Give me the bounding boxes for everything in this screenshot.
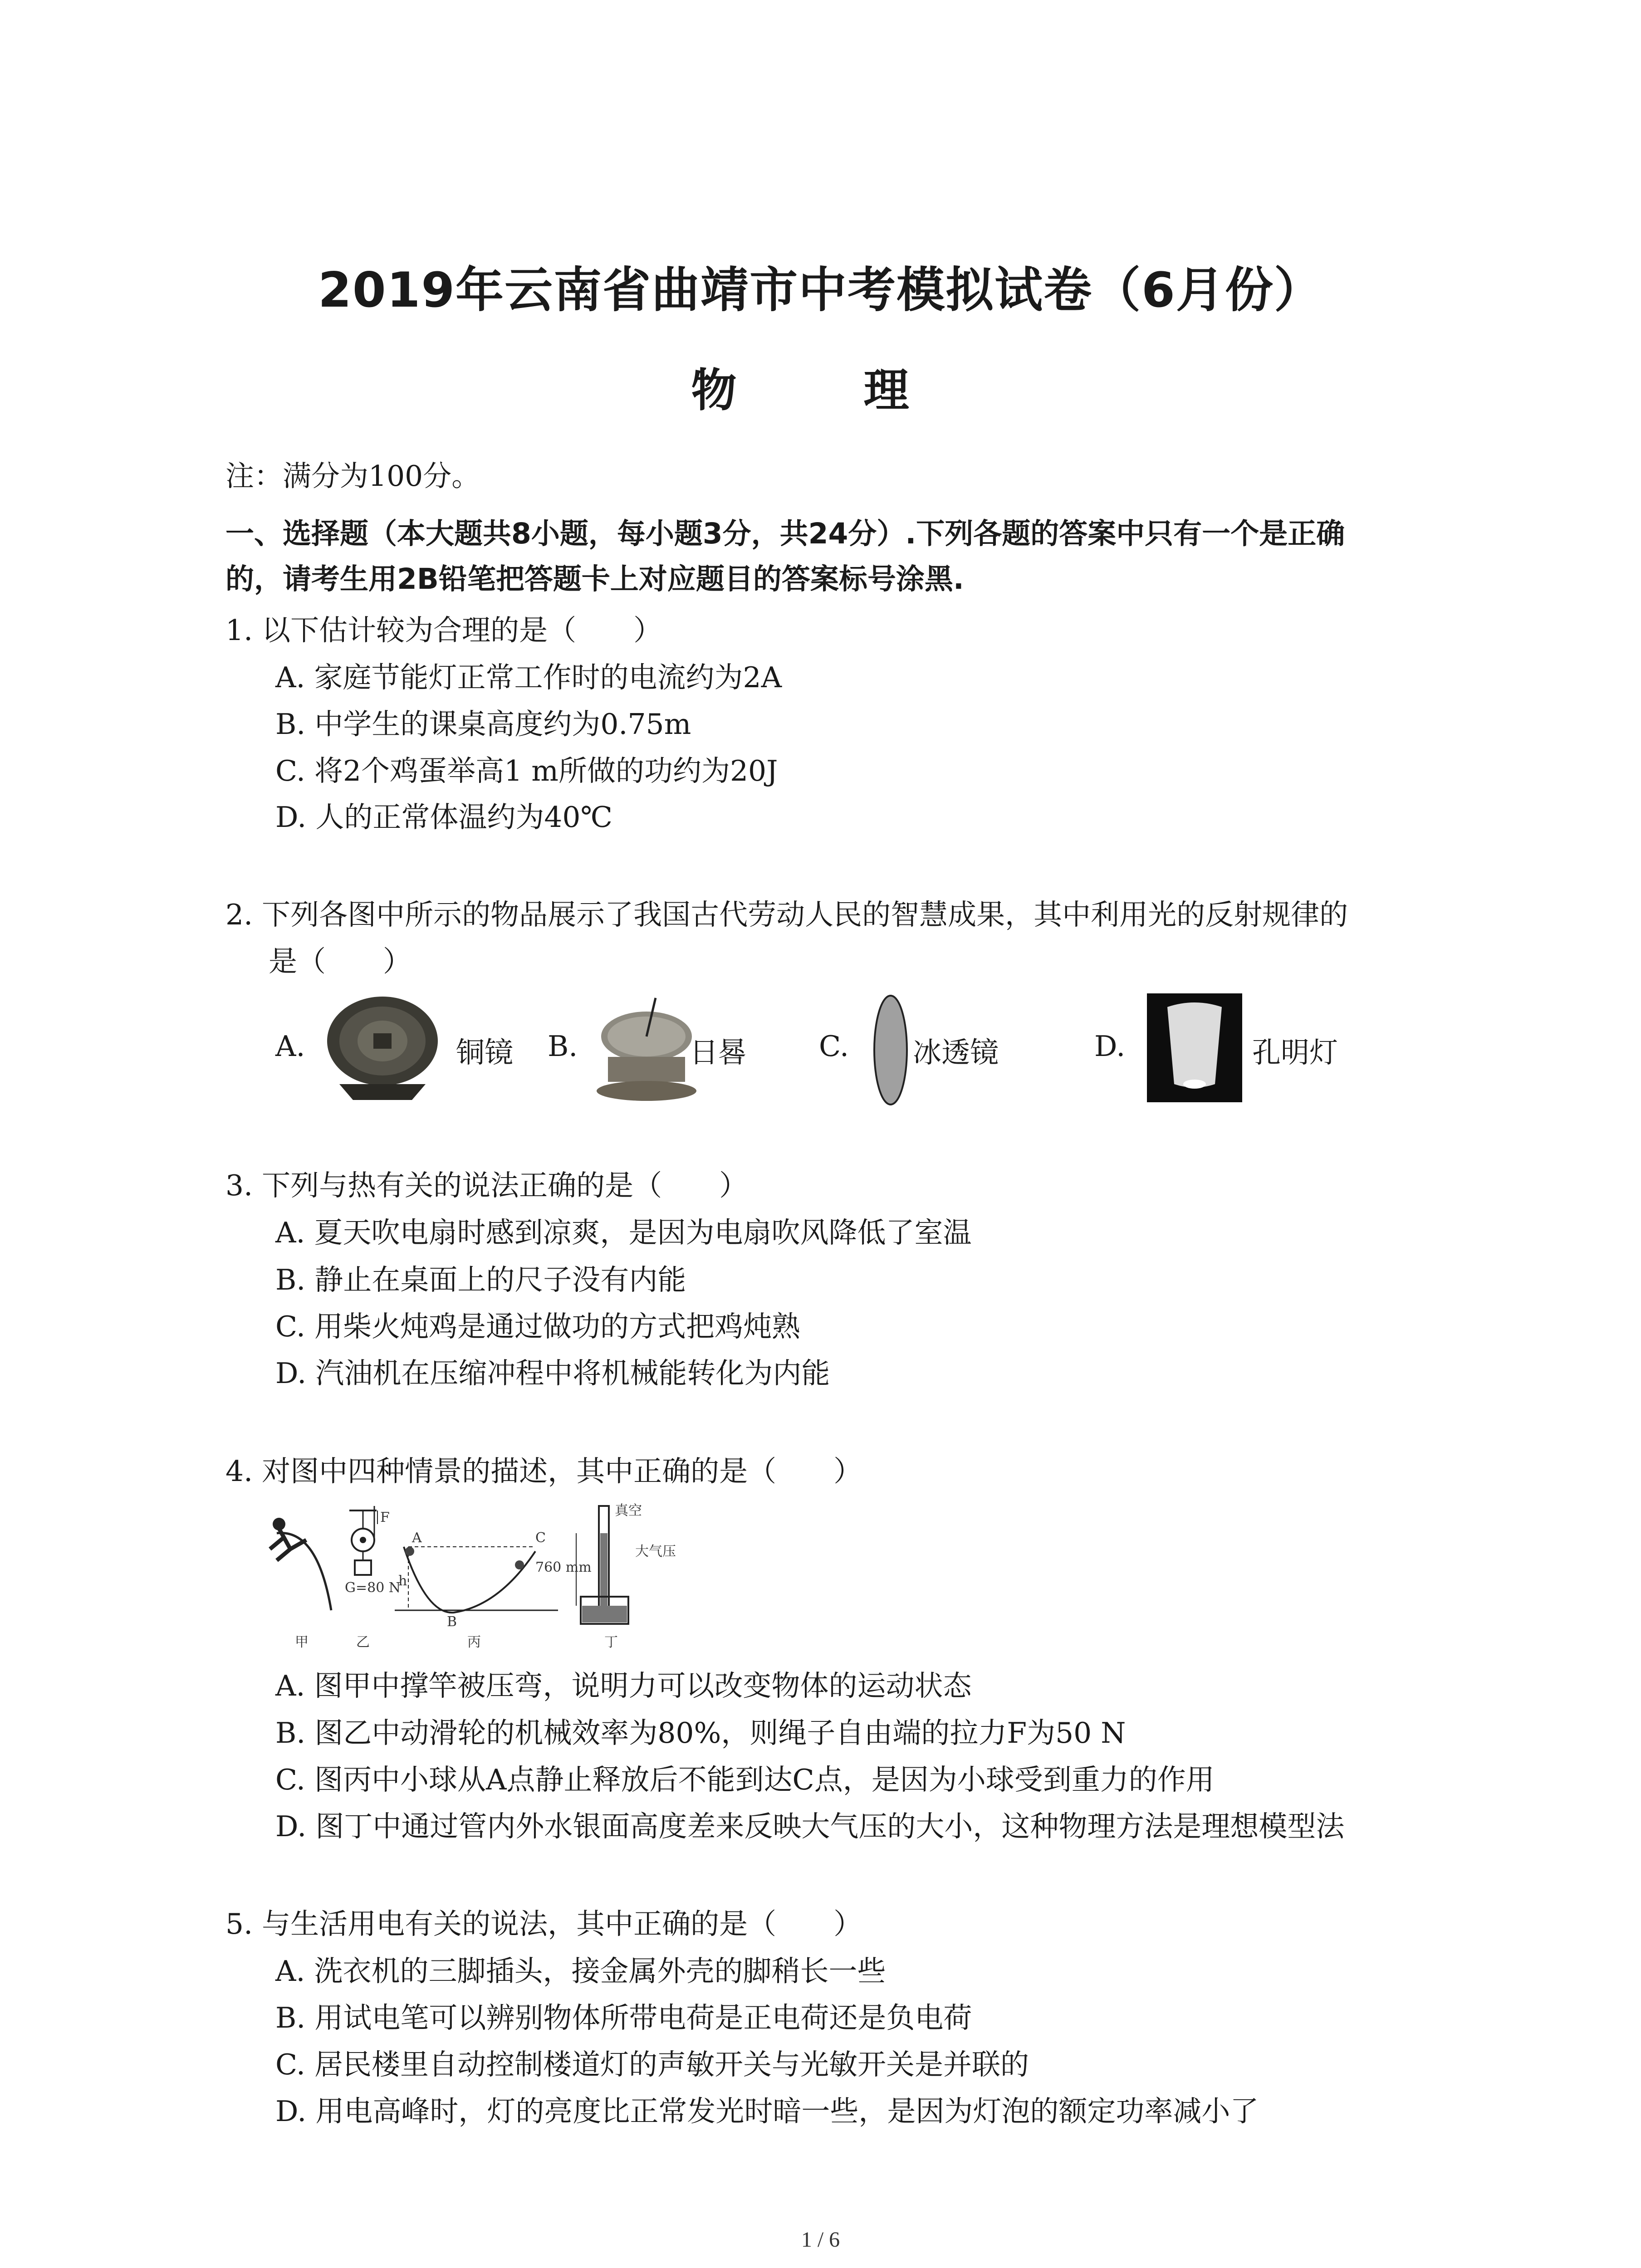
section-heading-line2: 的，请考生用2B铅笔把答题卡上对应题目的答案标号涂黑. xyxy=(225,562,964,596)
pulley-figure xyxy=(345,1506,401,1650)
question-2-label-c: 冰透镜 xyxy=(913,1036,999,1069)
figure-label-ding: 丁 xyxy=(604,1634,618,1650)
exam-title: 2019年云南省曲靖市中考模拟试卷（6月份） xyxy=(318,262,1323,318)
question-2-stem: 2. 下列各图中所示的物品展示了我国古代劳动人民的智慧成果，其中利用光的反射规律的 xyxy=(225,898,1348,931)
section-heading-line1: 一、选择题（本大题共8小题，每小题3分，共24分）.下列各题的答案中只有一个是正确 xyxy=(225,517,1345,550)
question-5-option-c: C. 居民楼里自动控制楼道灯的声敏开关与光敏开关是并联的 xyxy=(275,2048,1029,2081)
figure-label-h: h xyxy=(398,1573,407,1589)
question-5-option-a: A. 洗衣机的三脚插头，接金属外壳的脚稍长一些 xyxy=(275,1955,886,1988)
question-4-option-c: C. 图丙中小球从A点静止释放后不能到达C点，是因为小球受到重力的作用 xyxy=(275,1763,1215,1796)
question-3-option-b: B. 静止在桌面上的尺子没有内能 xyxy=(275,1263,686,1296)
question-5-option-b: B. 用试电笔可以辨别物体所带电荷是正电荷还是负电荷 xyxy=(275,2001,972,2034)
question-2-letter-c: C. xyxy=(819,1030,849,1063)
figure-label-c: C xyxy=(535,1530,546,1546)
figure-label-f: F xyxy=(380,1510,390,1525)
question-2-letter-b: B. xyxy=(548,1030,578,1063)
figure-label-vacuum: 真空 xyxy=(615,1503,642,1519)
question-3-stem: 3. 下列与热有关的说法正确的是（ ） xyxy=(225,1169,748,1202)
figure-label-bing: 丙 xyxy=(467,1634,481,1650)
question-1-option-d: D. 人的正常体温约为40℃ xyxy=(275,801,612,834)
figure-label-mm: 760 mm xyxy=(535,1559,592,1575)
question-3-option-a: A. 夏天吹电扇时感到凉爽，是因为电扇吹风降低了室温 xyxy=(275,1216,972,1249)
figure-label-a: A xyxy=(412,1530,422,1546)
figure-label-yi: 乙 xyxy=(356,1634,370,1650)
figure-label-jia: 甲 xyxy=(295,1634,309,1650)
figure-label-g: G=80 N xyxy=(345,1580,401,1596)
question-5-option-d: D. 用电高峰时，灯的亮度比正常发光时暗一些，是因为灯泡的额定功率减小了 xyxy=(275,2095,1259,2128)
bronze-mirror-icon xyxy=(321,993,444,1102)
question-1-option-b: B. 中学生的课桌高度约为0.75m xyxy=(275,708,691,741)
question-2-image-options xyxy=(0,993,1641,1111)
question-2-label-d: 孔明灯 xyxy=(1252,1036,1338,1069)
pole-vault-figure xyxy=(270,1518,331,1650)
question-2-letter-a: A. xyxy=(275,1030,305,1063)
ice-lens-icon xyxy=(870,993,911,1107)
question-1-option-a: A. 家庭节能灯正常工作时的电流约为2A xyxy=(275,661,782,694)
question-5-stem: 5. 与生活用电有关的说法，其中正确的是（ ） xyxy=(225,1907,862,1941)
sundial-icon xyxy=(594,993,699,1102)
question-2-label-b: 日晷 xyxy=(690,1036,747,1069)
figure-label-b: B xyxy=(447,1614,457,1630)
question-4-option-a: A. 图甲中撑竿被压弯，说明力可以改变物体的运动状态 xyxy=(275,1669,972,1702)
figure-label-atm: 大气压 xyxy=(635,1544,676,1559)
ball-track-figure xyxy=(395,1530,558,1650)
question-2-stem-cont: 是（ ） xyxy=(269,945,411,978)
question-2-letter-d: D. xyxy=(1094,1030,1126,1063)
question-2-label-a: 铜镜 xyxy=(456,1036,513,1069)
page-number: 1 / 6 xyxy=(801,2228,840,2252)
question-3-option-d: D. 汽油机在压缩冲程中将机械能转化为内能 xyxy=(275,1357,830,1390)
question-3-option-c: C. 用柴火炖鸡是通过做功的方式把鸡炖熟 xyxy=(275,1310,801,1343)
question-1-option-c: C. 将2个鸡蛋举高1 m所做的功约为20J xyxy=(275,754,778,787)
score-note: 注：满分为100分。 xyxy=(225,459,480,493)
subject-title: 物 理 xyxy=(691,364,950,417)
question-4-stem: 4. 对图中四种情景的描述，其中正确的是（ ） xyxy=(225,1455,862,1488)
question-4-option-b: B. 图乙中动滑轮的机械效率为80%，则绳子自由端的拉力F为50 N xyxy=(275,1716,1126,1750)
question-4-option-d: D. 图丁中通过管内外水银面高度差来反映大气压的大小，这种物理方法是理想模型法 xyxy=(275,1810,1345,1843)
barometer-figure xyxy=(535,1503,676,1650)
question-1-stem: 1. 以下估计较为合理的是（ ） xyxy=(225,614,662,647)
question-4-figure xyxy=(263,1497,717,1651)
kongming-lantern-icon xyxy=(1147,993,1242,1102)
